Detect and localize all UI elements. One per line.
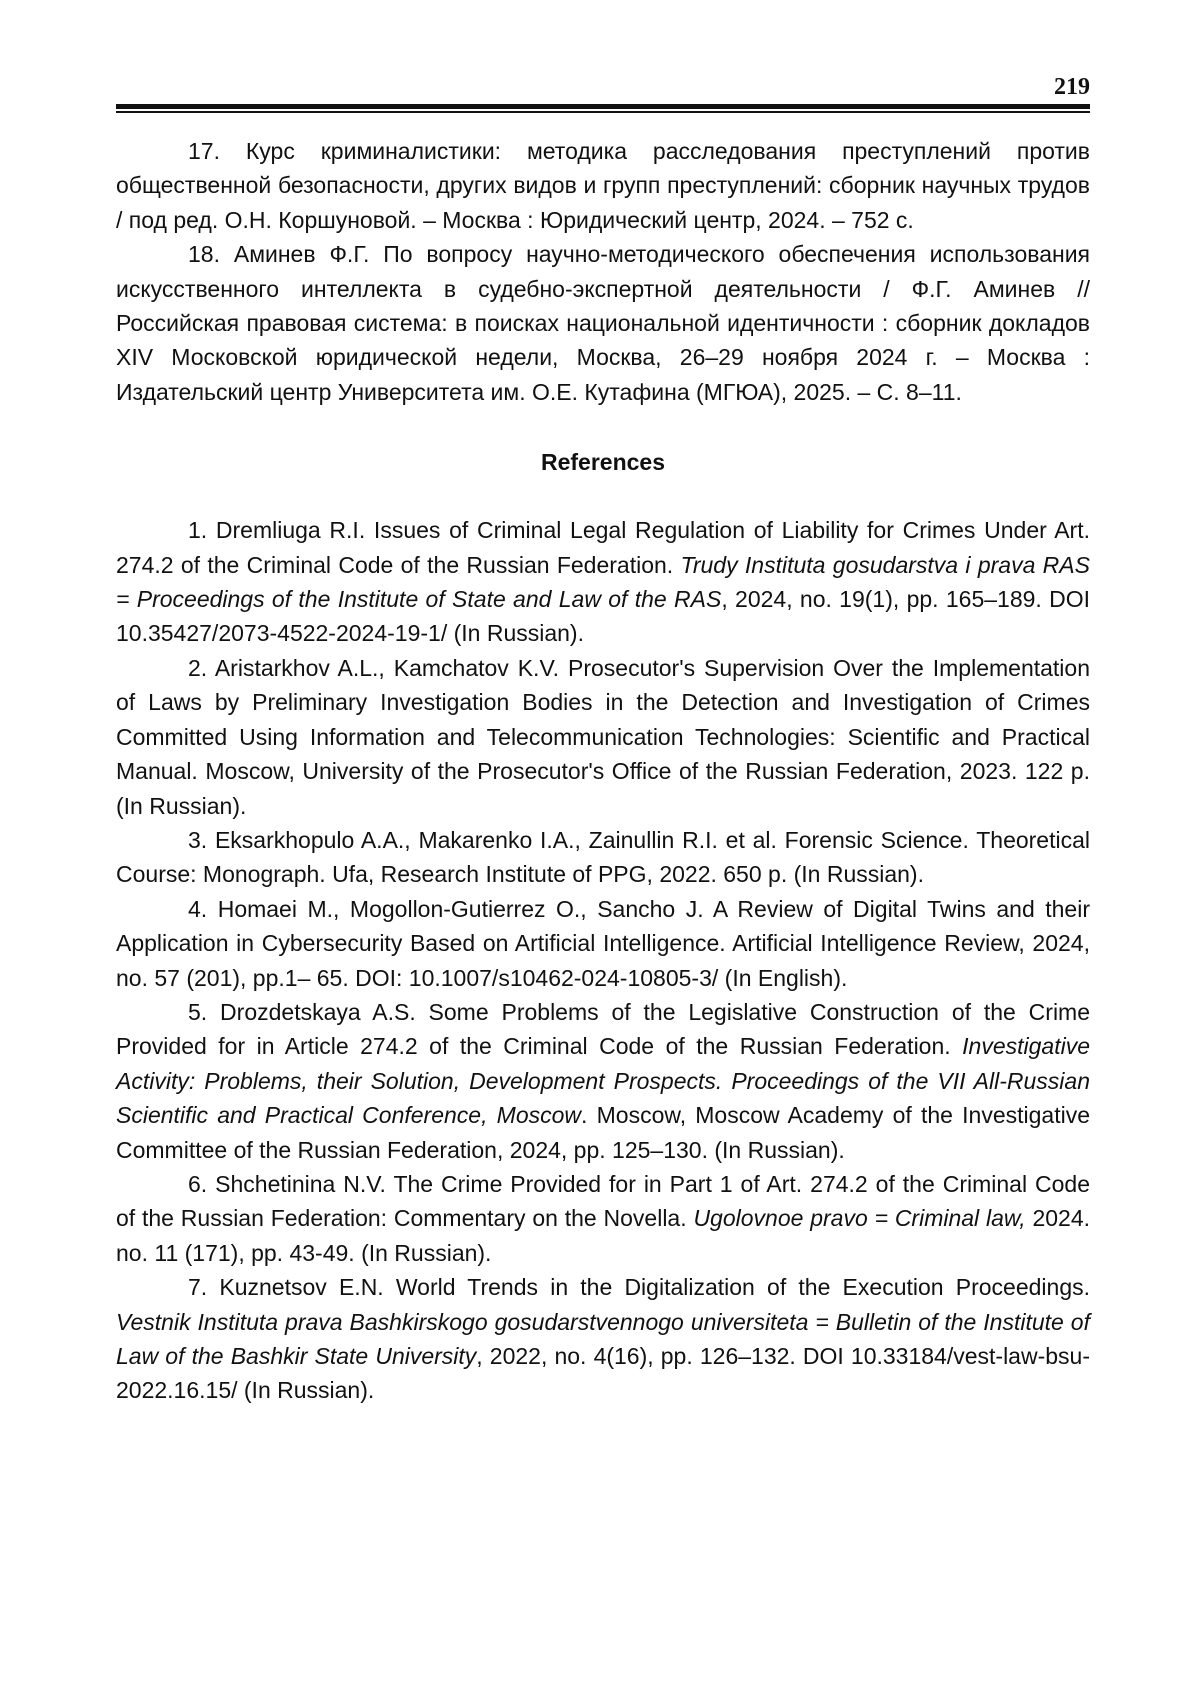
reference-text: Eksarkhopulo A.A., Makarenko I.A., Zainullin R.I. et al. Forensic Science. Theoretical Course: Monograph. Ufa, Research Institute of PPG, 2022. 650 p. (In Russian).	[116, 826, 1091, 888]
reference-source-italic: Vestnik Instituta prava Bashkirskogo gosudarstvennogo universiteta = Bulletin of the Institute of Law of the Bashkir State University	[116, 1308, 1090, 1369]
references-heading: References	[540, 449, 666, 476]
reference-source-italic: Trudy Instituta gosudarstva i prava RAS = Proceedings of the Institute of State and Law of the RAS	[116, 551, 1090, 613]
reference-number: 18.	[188, 241, 220, 268]
reference-entry	[116, 823, 1090, 892]
reference-entry	[116, 237, 1090, 409]
reference-number: 6.	[188, 1170, 208, 1197]
reference-text-tail: , 2024, no. 19(1), pp. 165–189. DOI 10.35427/2073-4522-2024-19-1/ (In Russian).	[116, 586, 1090, 647]
reference-text-tail: 2024. no. 11 (171), pp. 43-49. (In Russian).	[116, 1205, 1090, 1266]
page-content	[116, 134, 1090, 1408]
reference-number: 1.	[188, 517, 208, 544]
reference-number: 17.	[188, 138, 220, 164]
reference-entry	[116, 995, 1090, 1167]
reference-entry	[116, 651, 1090, 823]
reference-number: 2.	[188, 654, 208, 681]
reference-text: Kuznetsov E.N. World Trends in the Digitalization of the Execution Proceedings.	[219, 1274, 1090, 1301]
reference-text: Homaei M., Mogollon-Gutierrez O., Sancho J. A Review of Digital Twins and their Application in Cybersecurity Based on Artificial Intelligence. Artificial Intelligence Review, 2024, no. 57 (201), pp.1– 65. DOI: 10.1007/s10462-024-10805-3/ (In English).	[116, 895, 1090, 991]
reference-number: 4.	[188, 895, 208, 922]
reference-entry	[116, 134, 1090, 237]
reference-text: Drozdetskaya A.S. Some Problems of the Legislative Construction of the Crime Provided for in Article 274.2 of the Criminal Code of the Russian Federation.	[116, 998, 1091, 1060]
header-rule-thin	[116, 111, 1090, 113]
reference-text: Dremliuga R.I. Issues of Criminal Legal Regulation of Liability for Crimes Under Art. 274.2 of the Criminal Code of the Russian Federation.	[116, 517, 1090, 578]
reference-entry	[116, 1270, 1090, 1408]
reference-number: 7.	[188, 1274, 208, 1301]
reference-text-tail: . Moscow, Moscow Academy of the Investigative Committee of the Russian Federation, 2024, pp. 125–130. (In Russian).	[116, 1102, 1091, 1163]
header-rule-thick	[116, 104, 1090, 109]
reference-entry	[116, 1167, 1090, 1270]
reference-entry	[116, 892, 1090, 995]
reference-text: Aristarkhov A.L., Kamchatov K.V. Prosecutor's Supervision Over the Implementation of Laws by Preliminary Investigation Bodies in the Detection and Investigation of Crimes Committed Using Information and Telecommunication Technologies: Scientific and Practical Manual. Moscow, University of the Prosecutor's Office of the Russian Federation, 2023. 122 p. (In Russian).	[116, 654, 1090, 819]
reference-text: Shchetinina N.V. The Crime Provided for in Part 1 of Art. 274.2 of the Criminal Code of the Russian Federation: Commentary on the Novella.	[116, 1170, 1090, 1232]
reference-source-italic: Investigative Activity: Problems, their Solution, Development Prospects. Proceedings of the VII All-Russian Scientific and Practical Conference, Moscow	[116, 1033, 1090, 1129]
reference-source-italic: Ugolovnoe pravo = Criminal law,	[693, 1205, 1026, 1232]
reference-text: Аминев Ф.Г. По вопросу научно-методического обеспечения использования искусственного интеллекта в судебно-экспертной деятельности / Ф.Г. Аминев // Российская правовая система: в поисках национальной идентичности : сборник докладов XIV Московской юридической недели, Москва, 26–29 ноября 2024 г. – Москва : Издательский центр Университета им. О.Е. Кутафина (МГЮА), 2025. – С. 8–11.	[116, 241, 1090, 405]
reference-number: 5.	[188, 998, 208, 1025]
reference-text: Курс криминалистики: методика расследования преступлений против общественной безопасности, других видов и групп преступлений: сборник научных трудов / под ред. О.Н. Коршуновой. – Москва : Юридический центр, 2024. – 752 с.	[116, 138, 1090, 233]
reference-entry	[116, 513, 1090, 651]
reference-number: 3.	[188, 826, 208, 853]
reference-text-tail: , 2022, no. 4(16), pp. 126–132. DOI 10.33184/vest-law-bsu-2022.16.15/ (In Russian).	[116, 1343, 1090, 1404]
page-number: 219	[1054, 74, 1090, 100]
